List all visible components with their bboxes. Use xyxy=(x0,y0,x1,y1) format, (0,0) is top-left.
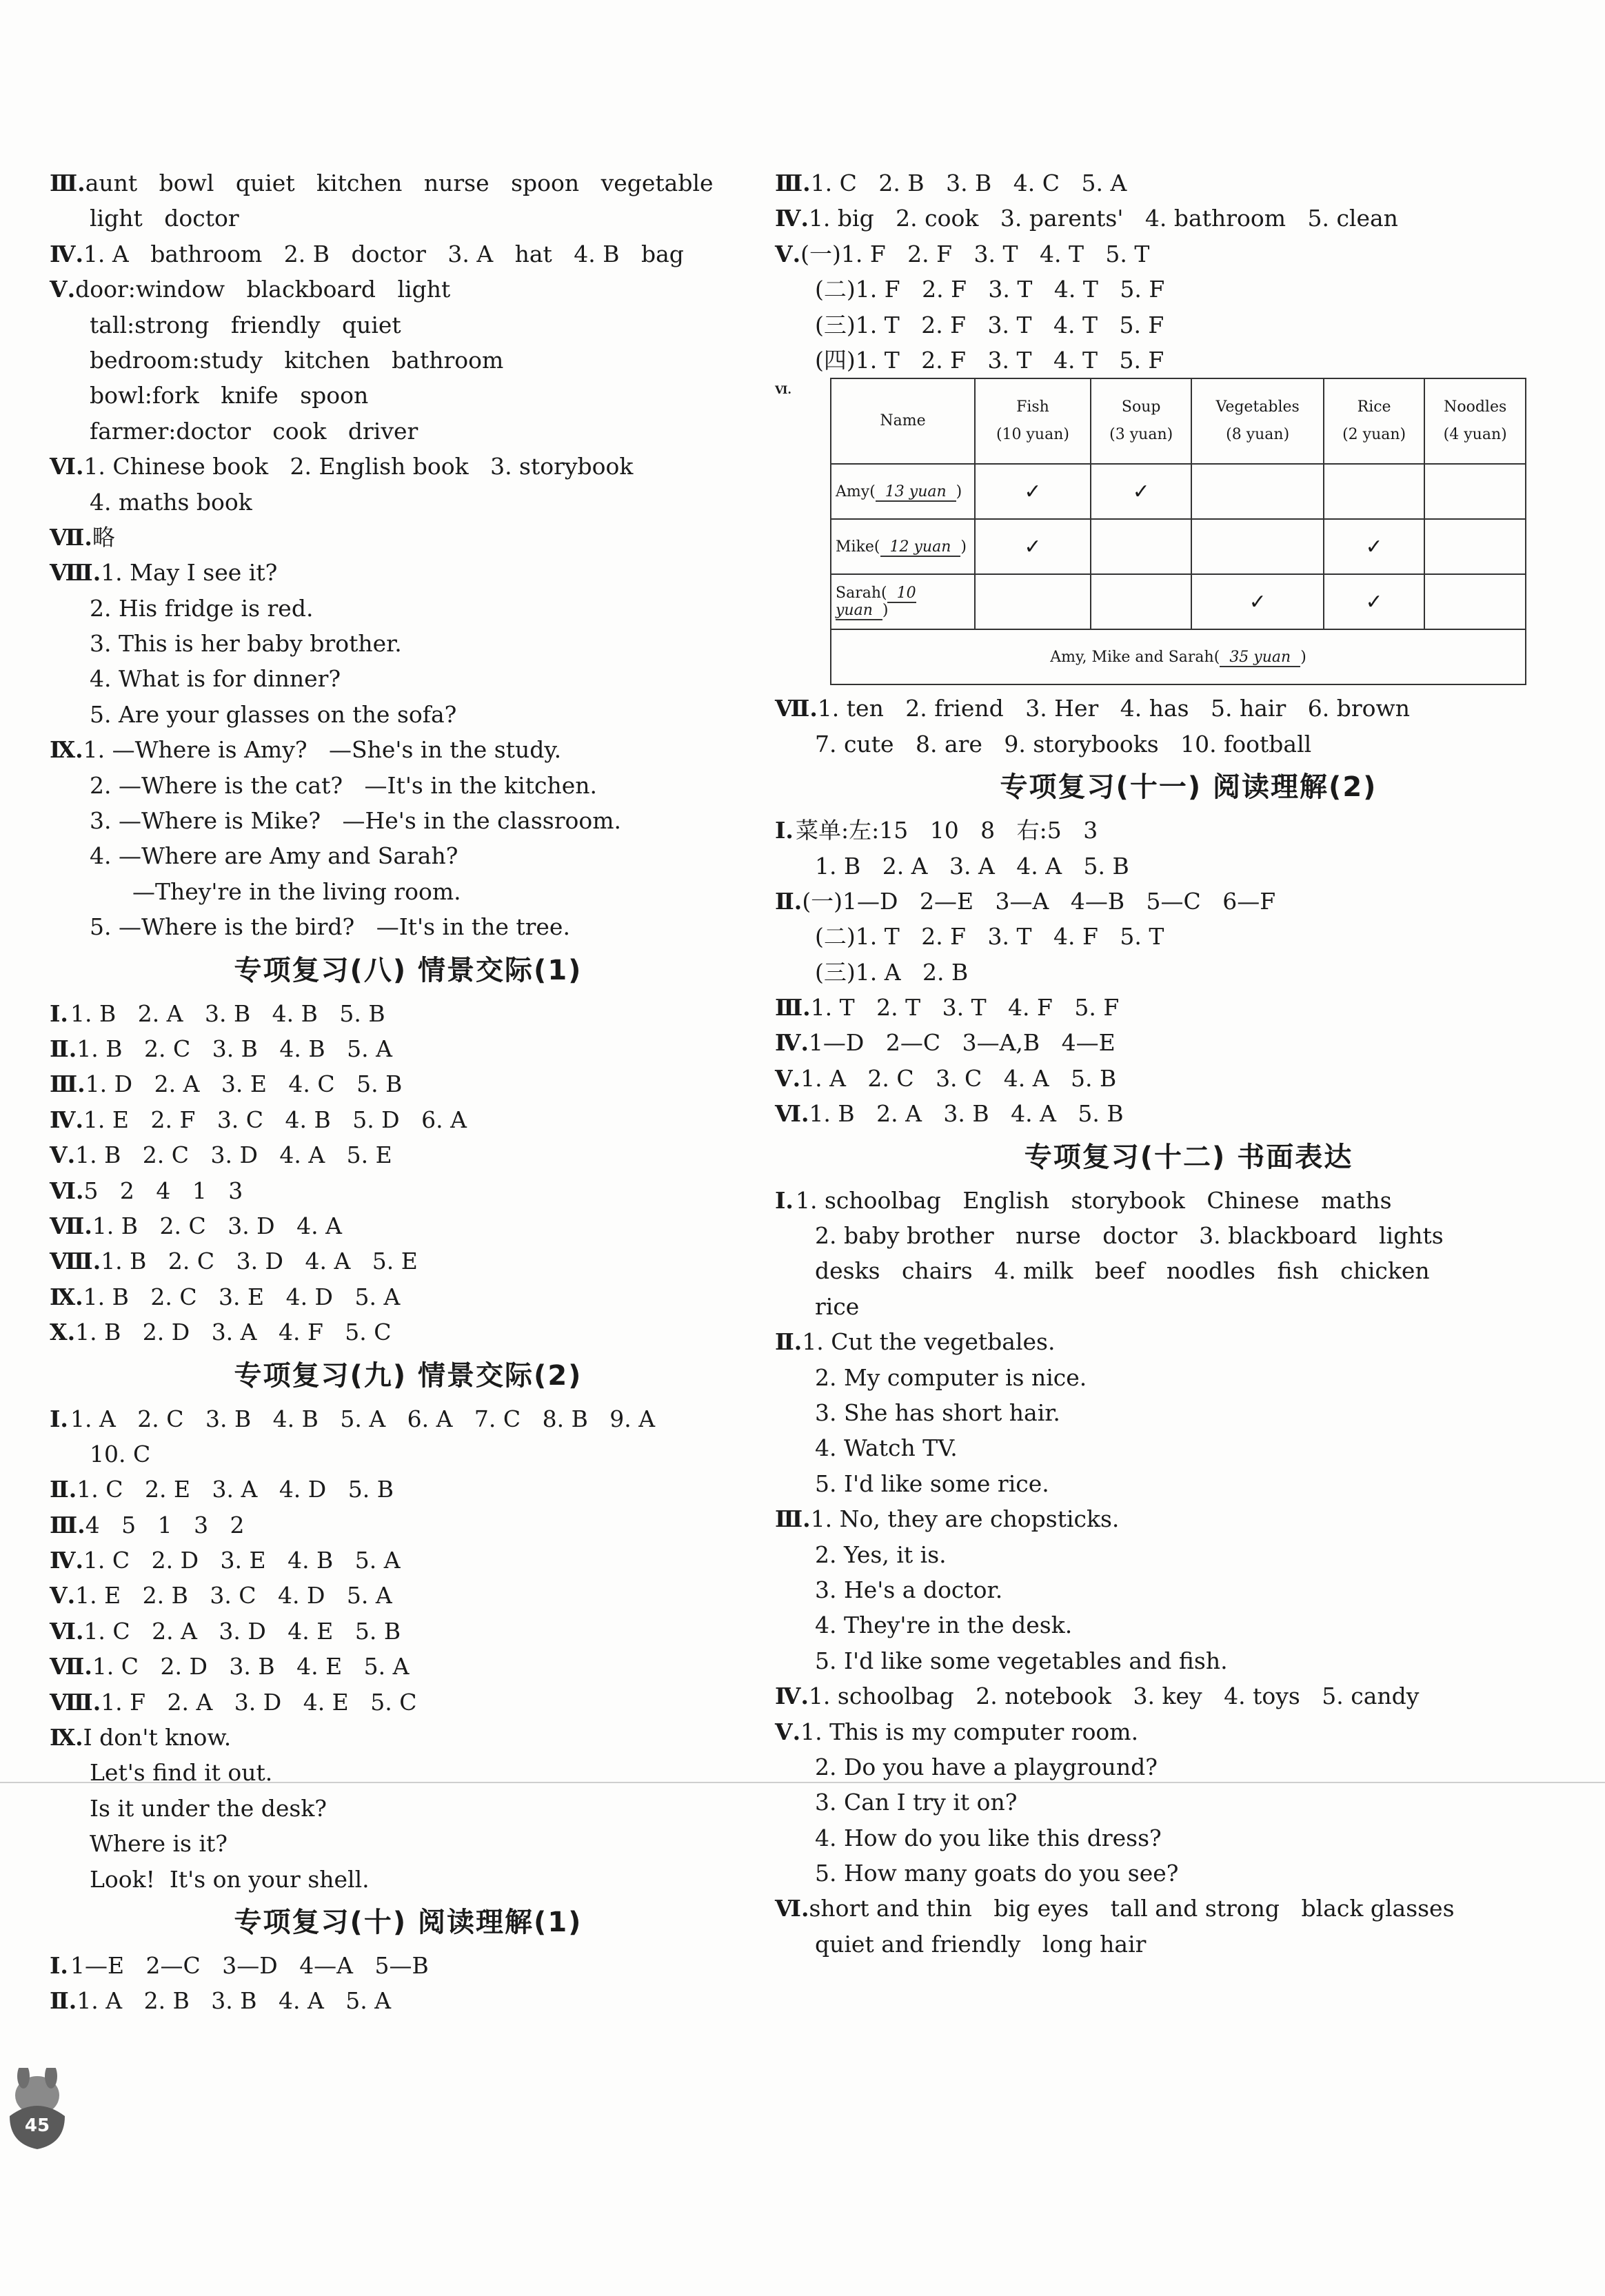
tick-cell xyxy=(1191,464,1323,519)
answer-text: 5. Are your glasses on the sofa? xyxy=(90,700,457,728)
answer-line xyxy=(775,1678,1561,1714)
answer-line xyxy=(775,1061,1561,1096)
answer-line xyxy=(775,1395,1561,1430)
answer-text: 4. How do you like this dress? xyxy=(815,1824,1162,1851)
answer-text: 1—E 2—C 3—D 4—A 5—B xyxy=(70,1951,429,1979)
answer-line xyxy=(50,1102,739,1137)
answer-text: desks chairs 4. milk beef noodles fish chicken xyxy=(815,1257,1430,1285)
answer-text: rice xyxy=(815,1292,860,1320)
student-name-cell: Sarah( 10 yuan ) xyxy=(831,574,975,629)
answer-text: (四)1. T 2. F 3. T 4. T 5. F xyxy=(815,346,1164,374)
answer-text: (三)1. A 2. B xyxy=(815,958,969,986)
header-price: (3 yuan) xyxy=(1109,426,1173,444)
answer-text: bedroom:study kitchen bathroom xyxy=(90,346,504,374)
answer-line xyxy=(50,449,739,484)
section-numeral: Ⅶ. xyxy=(775,695,818,722)
section-numeral: Ⅴ. xyxy=(50,1582,76,1609)
answer-line xyxy=(50,1472,739,1507)
answer-text: (一)1—D 2—E 3—A 4—B 5—C 6—F xyxy=(802,887,1276,915)
section-numeral: Ⅴ. xyxy=(775,1718,801,1745)
answer-text: —They're in the living room. xyxy=(132,877,461,905)
section-numeral: Ⅲ. xyxy=(50,1511,85,1538)
answer-text: 5. I'd like some vegetables and fish. xyxy=(815,1647,1228,1674)
answer-text: 1. F 2. A 3. D 4. E 5. C xyxy=(101,1688,417,1716)
answer-line xyxy=(50,909,739,944)
answer-text: 5. —Where is the bird? —It's in the tree. xyxy=(90,913,570,941)
section-heading: 专项复习(九) 情景交际(2) xyxy=(234,1359,583,1392)
answer-line xyxy=(775,1820,1561,1856)
answer-line xyxy=(50,661,739,696)
section-numeral: Ⅸ. xyxy=(50,1724,83,1751)
answer-line xyxy=(50,1755,739,1790)
section-numeral: Ⅴ. xyxy=(775,1064,801,1092)
section-numeral: Ⅳ. xyxy=(775,205,809,232)
section-numeral: Ⅷ. xyxy=(50,1248,101,1275)
student-name: Amy xyxy=(836,482,870,500)
answer-line xyxy=(50,1137,739,1172)
answer-line xyxy=(775,201,1561,236)
section-numeral: Ⅴ. xyxy=(50,276,76,303)
answer-line xyxy=(775,813,1561,848)
answer-text: Let's find it out. xyxy=(90,1759,273,1787)
table-row xyxy=(831,464,1526,519)
section-heading: 专项复习(十二) 书面表达 xyxy=(1024,1141,1353,1173)
header-rice xyxy=(1324,378,1425,464)
student-name-cell: Amy( 13 yuan ) xyxy=(831,464,975,519)
section-numeral: Ⅰ. xyxy=(50,999,68,1027)
section-numeral: Ⅴ. xyxy=(50,1141,76,1169)
answer-text: light doctor xyxy=(90,205,239,232)
answer-text: bowl:fork knife spoon xyxy=(90,382,369,409)
answer-text: 1. No, they are chopsticks. xyxy=(810,1505,1120,1533)
tick-cell xyxy=(1324,464,1425,519)
menu-table-block xyxy=(775,378,1561,691)
answer-line xyxy=(775,1501,1561,1536)
tick-cell xyxy=(1091,574,1192,629)
section-numeral: Ⅵ. xyxy=(50,453,84,480)
right-top-answers xyxy=(775,165,1561,378)
answer-line xyxy=(50,1948,739,1983)
answer-line xyxy=(775,1430,1561,1465)
answer-text: 1. E 2. F 3. C 4. B 5. D 6. A xyxy=(83,1106,467,1133)
answer-line xyxy=(50,1436,739,1472)
header-price: (4 yuan) xyxy=(1443,426,1507,444)
table-row xyxy=(831,519,1526,574)
answer-line xyxy=(50,378,739,413)
tick-cell: ✓ xyxy=(975,519,1091,574)
section-heading: 专项复习(十一) 阅读理解(2) xyxy=(1000,771,1377,804)
answer-text: 4. maths book xyxy=(90,488,252,516)
section-numeral: Ⅱ. xyxy=(775,1328,802,1356)
section-numeral: Ⅴ. xyxy=(775,240,801,267)
right-bottom-answers xyxy=(775,691,1561,1962)
answer-line xyxy=(50,1507,739,1543)
header-vegetables xyxy=(1191,378,1323,464)
header-price: (2 yuan) xyxy=(1342,426,1406,444)
section-numeral: Ⅸ. xyxy=(50,1283,83,1310)
answer-line xyxy=(775,990,1561,1025)
left-column xyxy=(50,165,739,2019)
answer-text: 1. B 2. A 3. A 4. A 5. B xyxy=(815,852,1129,880)
answer-text: 2. —Where is the cat? —It's in the kitchen. xyxy=(90,771,598,799)
answer-text: 2. My computer is nice. xyxy=(815,1363,1087,1391)
answer-text: (三)1. T 2. F 3. T 4. T 5. F xyxy=(815,311,1164,338)
total-amount: 35 yuan xyxy=(1220,649,1300,667)
answer-line xyxy=(775,1714,1561,1749)
answer-line xyxy=(50,1314,739,1350)
answer-text: 5. I'd like some rice. xyxy=(815,1470,1049,1497)
header-item: Vegetables xyxy=(1215,398,1300,416)
section-numeral: Ⅱ. xyxy=(50,1476,77,1503)
answer-line xyxy=(775,727,1561,762)
answer-text: (二)1. T 2. F 3. T 4. F 5. T xyxy=(815,923,1164,951)
answer-line xyxy=(50,1578,739,1613)
section-numeral: Ⅹ. xyxy=(50,1319,76,1346)
answer-line xyxy=(50,803,739,838)
section-numeral: Ⅲ. xyxy=(50,1070,85,1098)
answer-text: 3. She has short hair. xyxy=(815,1399,1060,1426)
answer-line xyxy=(50,1031,739,1066)
answer-line xyxy=(775,1025,1561,1060)
answer-text: 1—D 2—C 3—A,B 4—E xyxy=(808,1029,1116,1057)
answer-line xyxy=(50,1279,739,1314)
answer-line xyxy=(775,1537,1561,1572)
answer-line xyxy=(775,1607,1561,1643)
tick-cell xyxy=(1424,574,1526,629)
answer-text: I don't know. xyxy=(83,1724,232,1751)
answer-line xyxy=(775,1253,1561,1288)
tick-cell: ✓ xyxy=(975,464,1091,519)
answer-text: 1. C 2. B 3. B 4. C 5. A xyxy=(810,170,1127,196)
section-numeral: Ⅳ. xyxy=(775,1029,809,1057)
header-price: (8 yuan) xyxy=(1226,426,1290,444)
answer-text: Is it under the desk? xyxy=(90,1794,327,1822)
tick-cell: ✓ xyxy=(1324,519,1425,574)
amount-spent: 12 yuan xyxy=(880,538,961,557)
answer-text: 1. Chinese book 2. English book 3. storybook xyxy=(83,453,634,480)
answer-text: 菜单:左:15 10 8 右:5 3 xyxy=(796,817,1098,844)
answer-text: 1. B 2. C 3. E 4. D 5. A xyxy=(83,1283,401,1310)
menu-order-table xyxy=(830,378,1526,685)
tick-cell xyxy=(975,574,1091,629)
tick-cell xyxy=(1424,519,1526,574)
header-item: Rice xyxy=(1357,398,1391,416)
section-numeral: Ⅲ. xyxy=(50,170,85,196)
answer-line xyxy=(50,591,739,626)
answer-line xyxy=(775,955,1561,990)
answer-line xyxy=(775,1891,1561,1926)
answer-text: 1. E 2. B 3. C 4. D 5. A xyxy=(75,1582,392,1609)
answer-text: 2. baby brother nurse doctor 3. blackboard lights xyxy=(815,1222,1444,1250)
section-numeral: Ⅵ. xyxy=(50,1617,84,1645)
answer-line xyxy=(50,1208,739,1243)
answer-line xyxy=(50,1983,739,2018)
answer-line xyxy=(775,343,1561,378)
answer-line xyxy=(50,343,739,378)
tick-cell: ✓ xyxy=(1324,574,1425,629)
answer-line xyxy=(50,1243,739,1279)
answer-text: 7. cute 8. are 9. storybooks 10. football xyxy=(815,730,1312,758)
header-soup xyxy=(1091,378,1192,464)
answer-text: 1. A bathroom 2. B doctor 3. A hat 4. B bag xyxy=(83,240,684,267)
answer-line xyxy=(775,307,1561,343)
answer-text: 1. B 2. D 3. A 4. F 5. C xyxy=(75,1319,392,1346)
section-numeral: Ⅶ. xyxy=(50,523,92,551)
answer-text: 4 5 1 3 2 xyxy=(85,1511,245,1538)
answer-line xyxy=(50,1649,739,1684)
answer-line xyxy=(50,1826,739,1861)
answer-line xyxy=(775,1572,1561,1607)
answer-text: Where is it? xyxy=(90,1830,228,1858)
section-numeral: Ⅳ. xyxy=(50,1547,83,1574)
answer-line xyxy=(50,732,739,767)
section-numeral: Ⅱ. xyxy=(50,1987,77,2015)
section-numeral: Ⅲ. xyxy=(775,1505,811,1533)
answer-text: 1. B 2. C 3. B 4. B 5. A xyxy=(77,1035,392,1062)
answer-text: tall:strong friendly quiet xyxy=(90,311,401,338)
section-numeral: Ⅵ. xyxy=(775,1895,809,1922)
tick-cell xyxy=(1091,519,1192,574)
answer-line xyxy=(50,201,739,236)
answer-line xyxy=(775,1289,1561,1324)
answer-line xyxy=(50,697,739,732)
answer-text: 1. A 2. C 3. B 4. B 5. A 6. A 7. C 8. B 9. A xyxy=(70,1405,656,1432)
answer-text: 1. A 2. C 3. C 4. A 5. B xyxy=(800,1064,1117,1092)
header-price: (10 yuan) xyxy=(996,426,1069,444)
section-numeral: Ⅶ. xyxy=(50,1653,92,1680)
answer-text: (一)1. F 2. F 3. T 4. T 5. T xyxy=(800,240,1150,267)
answer-text: 1. big 2. cook 3. parents' 4. bathroom 5. clean xyxy=(808,205,1398,232)
answer-line xyxy=(775,1324,1561,1359)
answer-line xyxy=(775,1643,1561,1678)
answer-text: 2. Yes, it is. xyxy=(815,1541,947,1568)
answer-line xyxy=(50,1401,739,1436)
header-fish xyxy=(975,378,1091,464)
answer-line xyxy=(50,768,739,803)
name-header: Name xyxy=(831,378,975,464)
right-column xyxy=(775,165,1561,1962)
answer-line xyxy=(50,1614,739,1649)
answer-line xyxy=(50,996,739,1031)
answer-text: 1. C 2. A 3. D 4. E 5. B xyxy=(83,1617,401,1645)
answer-line xyxy=(775,849,1561,884)
header-noodles xyxy=(1424,378,1526,464)
answer-text: 1. T 2. T 3. T 4. F 5. F xyxy=(810,994,1120,1022)
answer-line xyxy=(50,874,739,909)
answer-line xyxy=(50,1543,739,1578)
answer-line xyxy=(775,884,1561,919)
answer-text: 1. C 2. E 3. A 4. D 5. B xyxy=(77,1476,394,1503)
answer-text: 略 xyxy=(92,523,115,551)
section-numeral: Ⅱ. xyxy=(775,887,802,915)
amount-spent: 10 yuan xyxy=(836,585,916,620)
answer-text: 1. This is my computer room. xyxy=(800,1718,1139,1745)
section-numeral: Ⅳ. xyxy=(50,240,83,267)
section-numeral: Ⅷ. xyxy=(50,1688,101,1716)
section-numeral: Ⅰ. xyxy=(775,1186,794,1214)
answer-line xyxy=(775,691,1561,726)
answer-text: 1. B 2. A 3. B 4. A 5. B xyxy=(809,1100,1124,1128)
answer-text: 5. How many goats do you see? xyxy=(815,1860,1179,1887)
section-numeral: Ⅲ. xyxy=(775,170,811,196)
section-numeral: Ⅰ. xyxy=(50,1405,68,1432)
answer-text: 2. His fridge is red. xyxy=(90,594,314,622)
answer-line xyxy=(50,1685,739,1720)
answer-line xyxy=(50,165,739,201)
answer-text: 3. —Where is Mike? —He's in the classroom. xyxy=(90,807,621,835)
answer-line xyxy=(775,1183,1561,1218)
student-name-cell: Mike( 12 yuan ) xyxy=(831,519,975,574)
amount-spent: 13 yuan xyxy=(876,483,956,502)
tick-cell: ✓ xyxy=(1091,464,1192,519)
answer-text: 1. —Where is Amy? —She's in the study. xyxy=(83,736,562,764)
answer-line xyxy=(775,1218,1561,1253)
section-numeral: Ⅶ. xyxy=(50,1212,92,1239)
header-item: Noodles xyxy=(1444,398,1507,416)
answer-text: 1. schoolbag 2. notebook 3. key 4. toys 5. candy xyxy=(808,1683,1420,1710)
answer-text: 3. Can I try it on? xyxy=(815,1789,1018,1816)
answer-line xyxy=(775,1749,1561,1785)
answer-line xyxy=(775,1360,1561,1395)
answer-text: (二)1. F 2. F 3. T 4. T 5. F xyxy=(815,276,1165,303)
answer-line xyxy=(50,626,739,661)
section-numeral: Ⅵ. xyxy=(775,383,791,397)
answer-text: 1. B 2. A 3. B 4. B 5. B xyxy=(70,999,385,1027)
answer-text: aunt bowl quiet kitchen nurse spoon vegetable xyxy=(85,170,714,196)
tick-cell xyxy=(1424,464,1526,519)
answer-text: 2. Do you have a playground? xyxy=(815,1753,1158,1780)
answer-line xyxy=(775,272,1561,307)
tick-cell: ✓ xyxy=(1191,574,1323,629)
answer-line xyxy=(775,165,1561,201)
section-numeral: Ⅰ. xyxy=(50,1951,68,1979)
header-item: Fish xyxy=(1016,398,1049,416)
section-numeral: Ⅳ. xyxy=(50,1106,83,1133)
section-numeral: Ⅱ. xyxy=(50,1035,77,1062)
section-numeral: Ⅲ. xyxy=(775,994,811,1022)
table-header-row xyxy=(831,378,1526,464)
answer-text: door:window blackboard light xyxy=(75,276,451,303)
answer-line xyxy=(50,838,739,873)
answer-text: 1. C 2. D 3. E 4. B 5. A xyxy=(83,1547,401,1574)
section-numeral: Ⅵ. xyxy=(50,1177,84,1204)
answer-line xyxy=(775,236,1561,272)
answer-line xyxy=(50,414,739,449)
answer-text: 4. What is for dinner? xyxy=(90,665,341,693)
answer-text: 4. They're in the desk. xyxy=(815,1612,1073,1639)
answer-text: 3. This is her baby brother. xyxy=(90,630,402,658)
answer-text: 1. ten 2. friend 3. Her 4. has 5. hair 6. brown xyxy=(817,695,1410,722)
answer-text: Look! It's on your shell. xyxy=(90,1865,370,1893)
answer-text: 1. schoolbag English storybook Chinese maths xyxy=(796,1186,1392,1214)
answer-text: 4. Watch TV. xyxy=(815,1434,958,1462)
answer-text: 5 2 4 1 3 xyxy=(83,1177,243,1204)
section-heading: 专项复习(十) 阅读理解(1) xyxy=(234,1906,583,1938)
header-item: Soup xyxy=(1121,398,1161,416)
answer-text: 4. —Where are Amy and Sarah? xyxy=(90,842,458,870)
answer-text: farmer:doctor cook driver xyxy=(90,417,418,445)
answer-line xyxy=(50,1720,739,1755)
answer-text: 1. A 2. B 3. B 4. A 5. A xyxy=(77,1987,392,2015)
answer-line xyxy=(50,236,739,272)
answer-line xyxy=(50,485,739,520)
answer-text: 1. B 2. C 3. D 4. A xyxy=(92,1212,342,1239)
table-total-row xyxy=(831,629,1526,684)
page-number-badge xyxy=(3,2068,72,2151)
section-numeral: Ⅳ. xyxy=(775,1683,809,1710)
answer-line xyxy=(50,1066,739,1101)
tick-cell xyxy=(1191,519,1323,574)
page-number: 45 xyxy=(24,2115,50,2136)
student-name: Sarah xyxy=(836,585,881,602)
answer-line xyxy=(775,919,1561,954)
answer-text: 3. He's a doctor. xyxy=(815,1576,1003,1603)
table-row xyxy=(831,574,1526,629)
answer-line xyxy=(50,1791,739,1826)
section-numeral: Ⅸ. xyxy=(50,736,83,764)
answer-line xyxy=(775,1927,1561,1962)
answer-line xyxy=(775,1856,1561,1891)
section-numeral: Ⅰ. xyxy=(775,817,794,844)
answer-text: short and thin big eyes tall and strong black glasses xyxy=(809,1895,1455,1922)
answer-line xyxy=(50,272,739,307)
answer-text: 1. B 2. C 3. D 4. A 5. E xyxy=(101,1248,418,1275)
answer-text: 1. Cut the vegetbales. xyxy=(802,1328,1056,1356)
total-cell: Amy, Mike and Sarah( 35 yuan ) xyxy=(831,629,1526,684)
answer-line xyxy=(50,1173,739,1208)
answer-text: 1. B 2. C 3. D 4. A 5. E xyxy=(75,1141,392,1169)
answer-text: quiet and friendly long hair xyxy=(815,1930,1147,1958)
answer-line xyxy=(775,1466,1561,1501)
answer-line xyxy=(50,307,739,343)
answer-text: 10. C xyxy=(90,1440,151,1467)
answer-text: 1. May I see it? xyxy=(101,559,278,587)
answer-text: 1. D 2. A 3. E 4. C 5. B xyxy=(85,1070,403,1098)
answer-line xyxy=(50,520,739,555)
section-numeral: Ⅷ. xyxy=(50,559,101,587)
section-heading: 专项复习(八) 情景交际(1) xyxy=(234,954,583,986)
section-numeral: Ⅵ. xyxy=(775,1100,809,1128)
answer-text: 1. C 2. D 3. B 4. E 5. A xyxy=(92,1653,410,1680)
total-label: Amy, Mike and Sarah xyxy=(1050,648,1214,666)
answer-line xyxy=(50,555,739,590)
student-name: Mike xyxy=(836,538,874,556)
answer-line xyxy=(775,1785,1561,1820)
answer-line xyxy=(775,1096,1561,1131)
answer-line xyxy=(50,1862,739,1897)
